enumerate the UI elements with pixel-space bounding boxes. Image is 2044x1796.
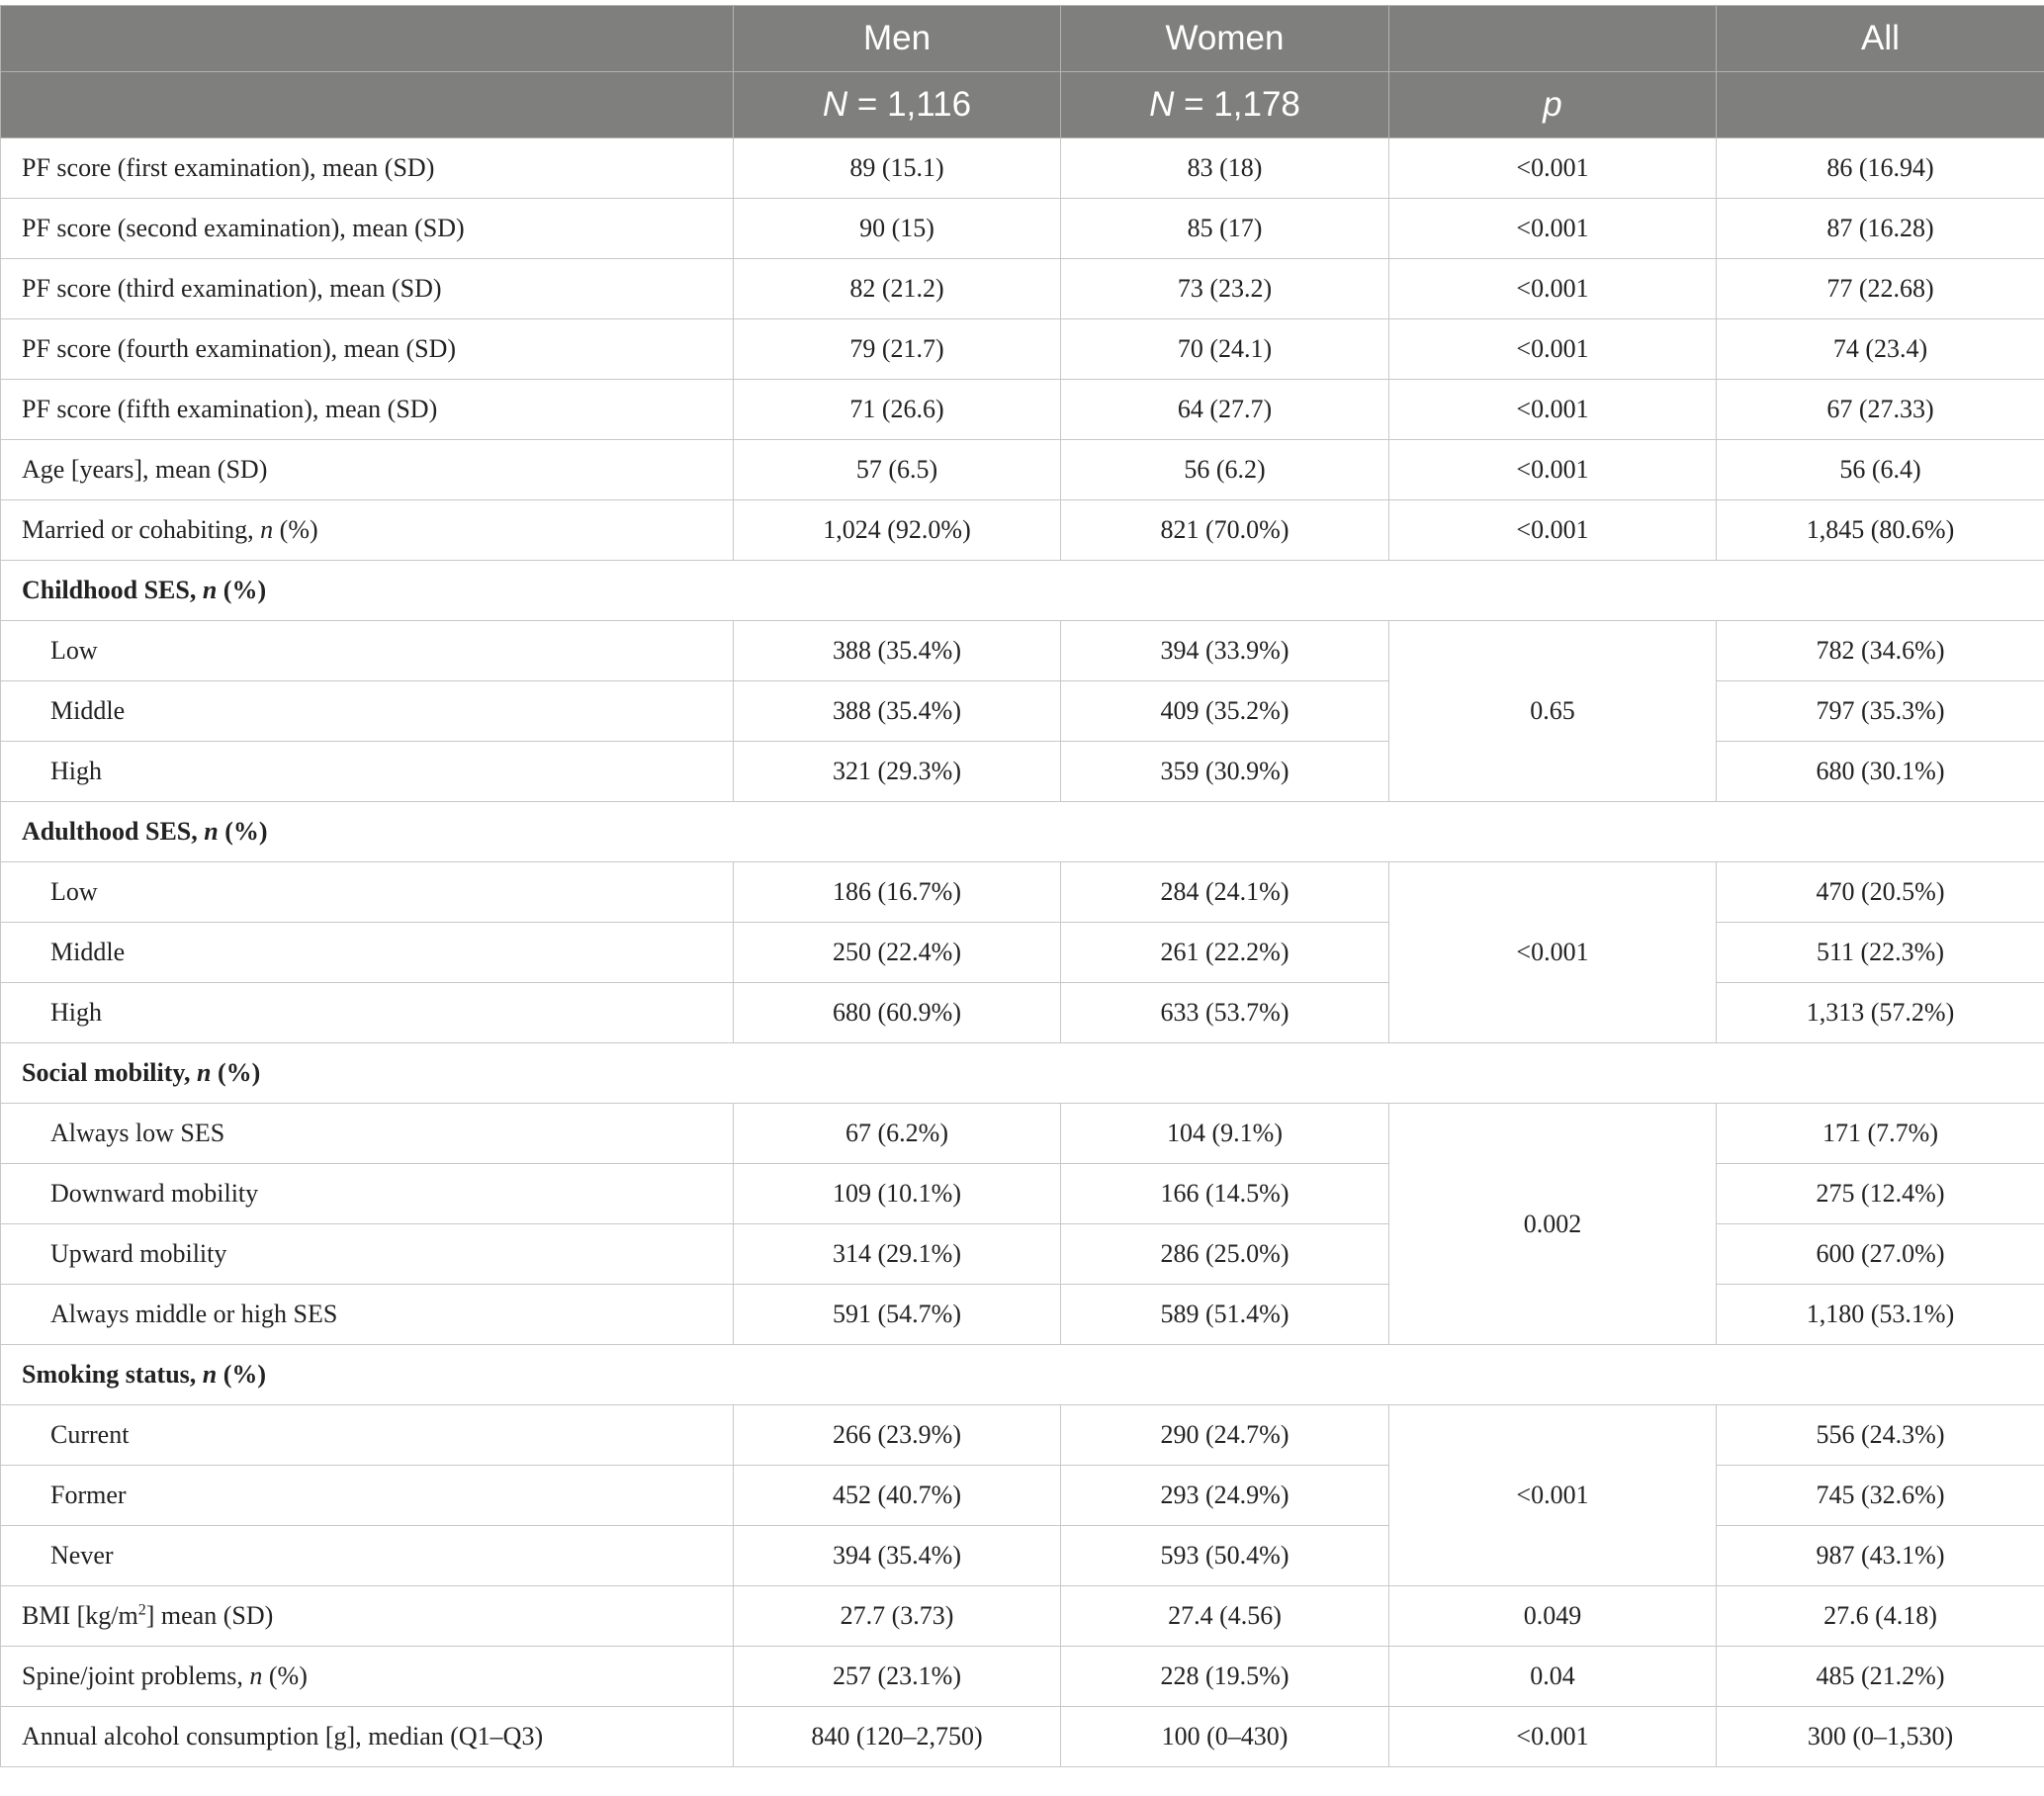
cell-all: 485 (21.2%) xyxy=(1717,1647,2044,1707)
cell-men: 591 (54.7%) xyxy=(734,1285,1061,1345)
cell-all: 56 (6.4) xyxy=(1717,440,2044,500)
header-blank xyxy=(1,6,734,72)
cell-men: 452 (40.7%) xyxy=(734,1466,1061,1526)
cell-p: <0.001 xyxy=(1389,862,1717,1043)
table-row xyxy=(1,1586,2044,1647)
row-label: Low xyxy=(1,862,734,923)
cell-all: 77 (22.68) xyxy=(1717,259,2044,319)
header-all: All xyxy=(1717,6,2044,72)
cell-all: 171 (7.7%) xyxy=(1717,1104,2044,1164)
table-row xyxy=(1,983,2044,1043)
cell-women: 290 (24.7%) xyxy=(1061,1405,1389,1466)
cell-all: 556 (24.3%) xyxy=(1717,1405,2044,1466)
cell-women: 821 (70.0%) xyxy=(1061,500,1389,561)
table-row xyxy=(1,380,2044,440)
cell-men: 388 (35.4%) xyxy=(734,681,1061,742)
cell-all: 987 (43.1%) xyxy=(1717,1526,2044,1586)
cell-men: 257 (23.1%) xyxy=(734,1647,1061,1707)
table-row xyxy=(1,923,2044,983)
cell-women: 73 (23.2) xyxy=(1061,259,1389,319)
cell-p: 0.65 xyxy=(1389,621,1717,802)
cell-all: 74 (23.4) xyxy=(1717,319,2044,380)
cell-women: 593 (50.4%) xyxy=(1061,1526,1389,1586)
n-symbol: N xyxy=(1149,85,1175,124)
cell-all: 275 (12.4%) xyxy=(1717,1164,2044,1224)
table-row xyxy=(1,319,2044,380)
header-men-n xyxy=(734,72,1061,138)
cell-all: 470 (20.5%) xyxy=(1717,862,2044,923)
cell-p: <0.001 xyxy=(1389,199,1717,259)
cell-women: 70 (24.1) xyxy=(1061,319,1389,380)
cell-p: <0.001 xyxy=(1389,1405,1717,1586)
cell-men: 394 (35.4%) xyxy=(734,1526,1061,1586)
table-row xyxy=(1,1466,2044,1526)
row-label: PF score (fourth examination), mean (SD) xyxy=(1,319,734,380)
row-label: Spine/joint problems, n (%) xyxy=(1,1647,734,1707)
cell-all: 27.6 (4.18) xyxy=(1717,1586,2044,1647)
row-label: Annual alcohol consumption [g], median (Q1–Q3) xyxy=(1,1707,734,1767)
table-row xyxy=(1,199,2044,259)
section-header xyxy=(1,1043,2044,1104)
row-label: Current xyxy=(1,1405,734,1466)
section-header xyxy=(1,1345,2044,1405)
p-symbol: p xyxy=(1543,85,1562,124)
cell-all: 1,180 (53.1%) xyxy=(1717,1285,2044,1345)
header-men: Men xyxy=(734,6,1061,72)
table-row xyxy=(1,1224,2044,1285)
header-blank-2 xyxy=(1,72,734,138)
women-n-value: = 1,178 xyxy=(1184,85,1300,124)
cell-women: 633 (53.7%) xyxy=(1061,983,1389,1043)
section-title-adulthood: Adulthood SES, n (%) xyxy=(1,802,2044,862)
cell-men: 186 (16.7%) xyxy=(734,862,1061,923)
cell-women: 85 (17) xyxy=(1061,199,1389,259)
header-row-2 xyxy=(1,72,2044,138)
cell-men: 321 (29.3%) xyxy=(734,742,1061,802)
row-label: PF score (third examination), mean (SD) xyxy=(1,259,734,319)
cell-women: 166 (14.5%) xyxy=(1061,1164,1389,1224)
table-row xyxy=(1,1405,2044,1466)
cell-women: 83 (18) xyxy=(1061,138,1389,199)
row-label: Never xyxy=(1,1526,734,1586)
cell-men: 840 (120–2,750) xyxy=(734,1707,1061,1767)
cell-p: <0.001 xyxy=(1389,440,1717,500)
cell-men: 109 (10.1%) xyxy=(734,1164,1061,1224)
header-blank-p xyxy=(1389,6,1717,72)
row-label: High xyxy=(1,742,734,802)
cell-p: <0.001 xyxy=(1389,259,1717,319)
table-row xyxy=(1,1526,2044,1586)
cell-women: 104 (9.1%) xyxy=(1061,1104,1389,1164)
header-row-1 xyxy=(1,6,2044,72)
section-title-childhood: Childhood SES, n (%) xyxy=(1,561,2044,621)
header-women: Women xyxy=(1061,6,1389,72)
header-p xyxy=(1389,72,1717,138)
section-title-smoking: Smoking status, n (%) xyxy=(1,1345,2044,1405)
row-label: BMI $[kg/m^2]$ mean (SD) xyxy=(1,1586,734,1647)
table-row xyxy=(1,1285,2044,1345)
cell-men: 250 (22.4%) xyxy=(734,923,1061,983)
table-row xyxy=(1,681,2044,742)
row-label: Upward mobility xyxy=(1,1224,734,1285)
cell-men: 89 (15.1) xyxy=(734,138,1061,199)
cell-p: <0.001 xyxy=(1389,1707,1717,1767)
header-blank-3 xyxy=(1717,72,2044,138)
table-row xyxy=(1,138,2044,199)
cell-men: 314 (29.1%) xyxy=(734,1224,1061,1285)
cell-men: 680 (60.9%) xyxy=(734,983,1061,1043)
cell-men: 90 (15) xyxy=(734,199,1061,259)
cell-p: <0.001 xyxy=(1389,500,1717,561)
cell-women: 64 (27.7) xyxy=(1061,380,1389,440)
cell-men: 266 (23.9%) xyxy=(734,1405,1061,1466)
cell-men: 82 (21.2) xyxy=(734,259,1061,319)
table-row xyxy=(1,742,2044,802)
table-row xyxy=(1,862,2044,923)
cell-women: 359 (30.9%) xyxy=(1061,742,1389,802)
header-women-n xyxy=(1061,72,1389,138)
cell-p: 0.04 xyxy=(1389,1647,1717,1707)
cell-women: 589 (51.4%) xyxy=(1061,1285,1389,1345)
row-label: Downward mobility xyxy=(1,1164,734,1224)
cell-all: 600 (27.0%) xyxy=(1717,1224,2044,1285)
table-row xyxy=(1,1104,2044,1164)
row-label: PF score (first examination), mean (SD) xyxy=(1,138,734,199)
cell-men: 388 (35.4%) xyxy=(734,621,1061,681)
section-header xyxy=(1,802,2044,862)
cell-all: 300 (0–1,530) xyxy=(1717,1707,2044,1767)
cell-all: 680 (30.1%) xyxy=(1717,742,2044,802)
row-label: Middle xyxy=(1,923,734,983)
cell-women: 409 (35.2%) xyxy=(1061,681,1389,742)
cell-men: 79 (21.7) xyxy=(734,319,1061,380)
row-label: Always low SES xyxy=(1,1104,734,1164)
table-row xyxy=(1,1707,2044,1767)
cell-women: 394 (33.9%) xyxy=(1061,621,1389,681)
cell-women: 261 (22.2%) xyxy=(1061,923,1389,983)
cell-all: 87 (16.28) xyxy=(1717,199,2044,259)
cell-p: <0.001 xyxy=(1389,138,1717,199)
cell-women: 293 (24.9%) xyxy=(1061,1466,1389,1526)
row-label: PF score (second examination), mean (SD) xyxy=(1,199,734,259)
row-label: Always middle or high SES xyxy=(1,1285,734,1345)
cell-women: 27.4 (4.56) xyxy=(1061,1586,1389,1647)
row-label: PF score (fifth examination), mean (SD) xyxy=(1,380,734,440)
row-label: Married or cohabiting, n (%) xyxy=(1,500,734,561)
table-row xyxy=(1,440,2044,500)
cell-women: 286 (25.0%) xyxy=(1061,1224,1389,1285)
n-symbol: N xyxy=(822,85,848,124)
cell-all: 1,845 (80.6%) xyxy=(1717,500,2044,561)
section-header xyxy=(1,561,2044,621)
cell-all: 86 (16.94) xyxy=(1717,138,2044,199)
cell-all: 511 (22.3%) xyxy=(1717,923,2044,983)
cell-all: 67 (27.33) xyxy=(1717,380,2044,440)
table-row xyxy=(1,1647,2044,1707)
cell-women: 284 (24.1%) xyxy=(1061,862,1389,923)
row-label: Former xyxy=(1,1466,734,1526)
cell-p: <0.001 xyxy=(1389,319,1717,380)
cell-men: 1,024 (92.0%) xyxy=(734,500,1061,561)
cell-women: 228 (19.5%) xyxy=(1061,1647,1389,1707)
cell-all: 745 (32.6%) xyxy=(1717,1466,2044,1526)
cell-men: 71 (26.6) xyxy=(734,380,1061,440)
section-title-mobility: Social mobility, n (%) xyxy=(1,1043,2044,1104)
row-label: High xyxy=(1,983,734,1043)
cell-p: 0.049 xyxy=(1389,1586,1717,1647)
cell-women: 56 (6.2) xyxy=(1061,440,1389,500)
row-label: Age [years], mean (SD) xyxy=(1,440,734,500)
cell-all: 1,313 (57.2%) xyxy=(1717,983,2044,1043)
cell-men: 67 (6.2%) xyxy=(734,1104,1061,1164)
table-row xyxy=(1,621,2044,681)
table-row xyxy=(1,1164,2044,1224)
cell-p: 0.002 xyxy=(1389,1104,1717,1345)
table-header xyxy=(1,6,2044,138)
row-label: Low xyxy=(1,621,734,681)
cell-men: 57 (6.5) xyxy=(734,440,1061,500)
cell-all: 797 (35.3%) xyxy=(1717,681,2044,742)
cell-p: <0.001 xyxy=(1389,380,1717,440)
table-body xyxy=(1,138,2044,1767)
row-label: Middle xyxy=(1,681,734,742)
cell-women: 100 (0–430) xyxy=(1061,1707,1389,1767)
cell-all: 782 (34.6%) xyxy=(1717,621,2044,681)
cell-men: 27.7 (3.73) xyxy=(734,1586,1061,1647)
table-container xyxy=(0,5,2044,1767)
characteristics-table xyxy=(0,5,2044,1767)
table-row xyxy=(1,259,2044,319)
table-row xyxy=(1,500,2044,561)
men-n-value: = 1,116 xyxy=(856,85,972,124)
